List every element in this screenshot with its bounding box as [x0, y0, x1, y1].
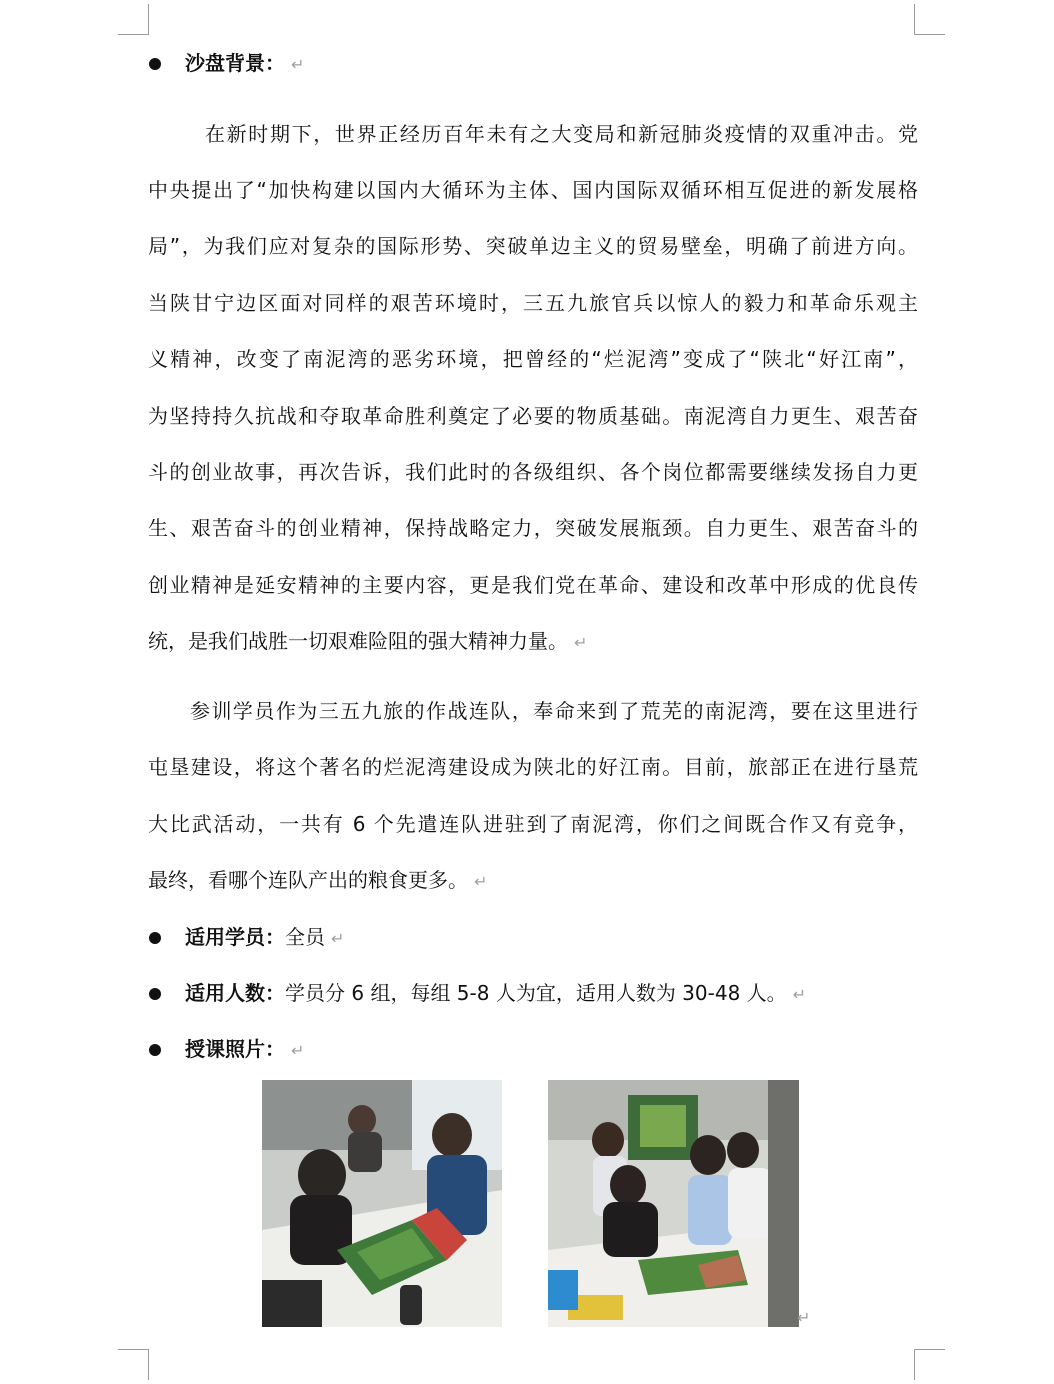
- applicable-count-label: 适用人数：: [185, 981, 285, 1005]
- text-line: 大比武活动，一共有 6 个先遣连队进驻到了南泥湾，你们之间既合作又有竞争，: [148, 812, 918, 836]
- text-line-content: 统，是我们战胜一切艰难险阻的强大精神力量。: [148, 629, 568, 653]
- applicable-students: [185, 922, 344, 954]
- text-line-last: [148, 865, 918, 897]
- text-line: 参训学员作为三五九旅的作战连队，奉命来到了荒芜的南泥湾，要在这里进行: [190, 699, 918, 723]
- paragraph-mark-icon: ↵: [331, 929, 345, 948]
- crop-mark-bottom-left: [118, 1349, 149, 1380]
- crop-mark-bottom-right: [914, 1349, 945, 1380]
- paragraph-mark-icon: ↵: [291, 55, 305, 74]
- text-line: 中央提出了“加快构建以国内大循环为主体、国内国际双循环相互促进的新发展格: [148, 178, 918, 202]
- applicable-students-label: 适用学员：: [185, 925, 285, 949]
- photos-heading-label: 授课照片：: [185, 1037, 285, 1061]
- paragraph-mark-icon: ↵: [574, 633, 588, 652]
- text-line: 当陕甘宁边区面对同样的艰苦环境时，三五九旅官兵以惊人的毅力和革命乐观主: [148, 291, 918, 315]
- text-line: 生、艰苦奋斗的创业精神，保持战略定力，突破发展瓶颈。自力更生、艰苦奋斗的: [148, 516, 918, 540]
- class-photo-2: [548, 1080, 799, 1327]
- text-line: 在新时期下，世界正经历百年未有之大变局和新冠肺炎疫情的双重冲击。党: [205, 122, 918, 146]
- background-heading-label: 沙盘背景：: [185, 51, 285, 75]
- bullet-dot: [149, 988, 161, 1000]
- text-line: 局”，为我们应对复杂的国际形势、突破单边主义的贸易壁垒，明确了前进方向。: [148, 234, 918, 258]
- text-line: 屯垦建设，将这个著名的烂泥湾建设成为陕北的好江南。目前，旅部正在进行垦荒: [148, 755, 918, 779]
- class-photo-1: [262, 1080, 502, 1327]
- text-line: 创业精神是延安精神的主要内容，更是我们党在革命、建设和改革中形成的优良传: [148, 573, 918, 597]
- bullet-dot: [149, 1044, 161, 1056]
- bullet-dot: [149, 58, 161, 70]
- text-line-content: 最终，看哪个连队产出的粮食更多。: [148, 868, 468, 892]
- paragraph-mark-icon: ↵: [291, 1041, 305, 1060]
- text-line: 为坚持持久抗战和夺取革命胜利奠定了必要的物质基础。南泥湾自力更生、艰苦奋: [148, 404, 918, 428]
- class-photo-2-image: [548, 1080, 799, 1327]
- paragraph-mark-icon: ↵: [474, 872, 488, 891]
- applicable-students-value: 全员: [285, 925, 325, 949]
- bullet-dot: [149, 932, 161, 944]
- text-line: 义精神，改变了南泥湾的恶劣环境，把曾经的“烂泥湾”变成了“陕北“好江南”，: [148, 347, 918, 371]
- crop-mark-top-left: [118, 4, 149, 35]
- applicable-count: [185, 978, 806, 1010]
- text-line: 斗的创业故事，再次告诉，我们此时的各级组织、各个岗位都需要继续发扬自力更: [148, 460, 918, 484]
- crop-mark-top-right: [914, 4, 945, 35]
- applicable-count-value: 学员分 6 组，每组 5-8 人为宜，适用人数为 30-48 人。: [285, 981, 787, 1005]
- background-heading: [185, 48, 304, 80]
- text-line-last: [148, 626, 918, 658]
- paragraph-mark-icon: ↵: [797, 1308, 811, 1327]
- class-photo-1-image: [262, 1080, 502, 1327]
- paragraph-mark-icon: ↵: [792, 985, 807, 1004]
- photos-heading: [185, 1034, 304, 1066]
